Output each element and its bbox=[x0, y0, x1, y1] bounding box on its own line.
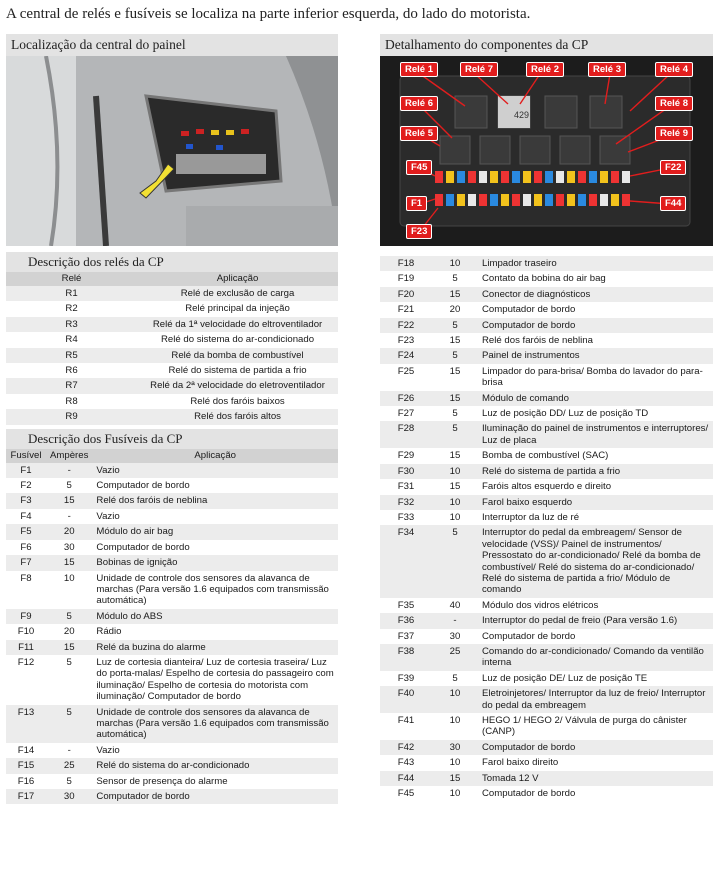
fuse-row-cell: 20 bbox=[46, 624, 92, 639]
fuse-row-cell: Conector de diagnósticos bbox=[478, 287, 713, 302]
fuse-row bbox=[6, 493, 338, 508]
fuse-row-cell: 15 bbox=[432, 391, 478, 406]
fuse-row bbox=[6, 624, 338, 639]
fuse-row-cell: 5 bbox=[432, 348, 478, 363]
fuse-row-cell: F18 bbox=[380, 256, 432, 271]
fuse-row-cell: Vazio bbox=[92, 509, 338, 524]
fuse-row bbox=[380, 613, 713, 628]
fuse-row bbox=[380, 256, 713, 271]
fuse-row-cell: Computador de bordo bbox=[478, 318, 713, 333]
fuse-row-cell: F10 bbox=[6, 624, 46, 639]
relay-row-cell: Relé da bomba de combustível bbox=[137, 348, 338, 363]
relays-table bbox=[6, 272, 338, 425]
fuse-row-cell: F20 bbox=[380, 287, 432, 302]
fuse-row-cell: F12 bbox=[6, 655, 46, 705]
fuse-row-cell: Sensor de presença do alarme bbox=[92, 774, 338, 789]
relays-header-aplicacao: Aplicação bbox=[137, 272, 338, 286]
fuse-row-cell: Computador de bordo bbox=[92, 540, 338, 555]
fuse-row-cell: 15 bbox=[432, 448, 478, 463]
fuse-row bbox=[380, 671, 713, 686]
dashboard-location-illustration bbox=[6, 56, 338, 246]
fuse-row bbox=[380, 755, 713, 770]
relay-row-cell: Relé do sistema do ar-condicionado bbox=[137, 332, 338, 347]
fuse-row-cell: F40 bbox=[380, 686, 432, 713]
fuse-row-cell: Rádio bbox=[92, 624, 338, 639]
fuse-row bbox=[6, 774, 338, 789]
fuse-row-cell: 15 bbox=[432, 333, 478, 348]
fuse-row-cell: 10 bbox=[432, 713, 478, 740]
location-photo bbox=[6, 56, 338, 246]
relay-row bbox=[6, 301, 338, 316]
fuse-row-cell: Vazio bbox=[92, 743, 338, 758]
fuse-row-cell: Tomada 12 V bbox=[478, 771, 713, 786]
fuse-row-cell: 5 bbox=[432, 671, 478, 686]
relay-row-cell: R7 bbox=[6, 378, 137, 393]
fuse-row bbox=[6, 758, 338, 773]
fuse-row-cell: 5 bbox=[432, 318, 478, 333]
fuse-row-cell: Computador de bordo bbox=[92, 478, 338, 493]
label-rele-4: Relé 4 bbox=[655, 62, 693, 77]
fuse-row-cell: F6 bbox=[6, 540, 46, 555]
fuse-row-cell: 20 bbox=[432, 302, 478, 317]
label-f44: F44 bbox=[660, 196, 686, 211]
fuse-row-cell: F44 bbox=[380, 771, 432, 786]
fuse-box-illustration bbox=[380, 56, 713, 246]
fuse-row-cell: Relé do sistema do ar-condicionado bbox=[92, 758, 338, 773]
fuse-row bbox=[380, 391, 713, 406]
fuse-row-cell: 5 bbox=[46, 655, 92, 705]
fuse-row-cell: 5 bbox=[432, 271, 478, 286]
fuse-row-cell: Eletroinjetores/ Interruptor da luz de freio/ Interruptor do pedal da embreagem bbox=[478, 686, 713, 713]
fuse-row-cell: Computador de bordo bbox=[92, 789, 338, 804]
fuse-row bbox=[380, 479, 713, 494]
fuse-row-cell: Faróis altos esquerdo e direito bbox=[478, 479, 713, 494]
relay-row bbox=[6, 378, 338, 393]
relay-row bbox=[6, 332, 338, 347]
fuse-row-cell: 5 bbox=[432, 421, 478, 448]
fuse-row bbox=[6, 478, 338, 493]
fuse-row-cell: F43 bbox=[380, 755, 432, 770]
fuse-row-cell: Contato da bobina do air bag bbox=[478, 271, 713, 286]
relay-row-cell: R9 bbox=[6, 409, 137, 424]
label-f1: F1 bbox=[406, 196, 427, 211]
fuse-row-cell: F39 bbox=[380, 671, 432, 686]
fuse-row bbox=[380, 644, 713, 671]
relay-row-cell: R5 bbox=[6, 348, 137, 363]
fuse-row-cell: 10 bbox=[432, 464, 478, 479]
fuse-row-cell: F1 bbox=[6, 463, 46, 478]
fuse-row-cell: F15 bbox=[6, 758, 46, 773]
fuse-row-cell: F9 bbox=[6, 609, 46, 624]
fuse-row-cell: Unidade de controle dos sensores da alavanca de marchas (Para versão 1.6 equipados com transmissão automática) bbox=[92, 571, 338, 609]
fuse-row-cell: Limpador traseiro bbox=[478, 256, 713, 271]
fuse-row-cell: F41 bbox=[380, 713, 432, 740]
fuse-row-cell: Farol baixo direito bbox=[478, 755, 713, 770]
fuse-row bbox=[380, 713, 713, 740]
label-f22: F22 bbox=[660, 160, 686, 175]
fuse-row bbox=[380, 406, 713, 421]
fuse-row-cell: Bobinas de ignição bbox=[92, 555, 338, 570]
fuse-row bbox=[380, 364, 713, 391]
fuse-row-cell: 5 bbox=[46, 478, 92, 493]
fuse-row-cell: HEGO 1/ HEGO 2/ Válvula de purga do cânister (CANP) bbox=[478, 713, 713, 740]
fuse-row bbox=[6, 609, 338, 624]
fuse-row bbox=[380, 771, 713, 786]
fuse-row-cell: - bbox=[46, 743, 92, 758]
fuse-row-cell: Comando do ar-condicionado/ Comando da ventilão interna bbox=[478, 644, 713, 671]
fuse-row bbox=[380, 333, 713, 348]
fuse-row bbox=[6, 571, 338, 609]
fuse-row-cell: F11 bbox=[6, 640, 46, 655]
fuse-row-cell: 15 bbox=[432, 479, 478, 494]
fuses-header-aplicacao: Aplicação bbox=[92, 449, 338, 463]
fuse-row bbox=[6, 524, 338, 539]
fuse-row-cell: F35 bbox=[380, 598, 432, 613]
fuse-row bbox=[6, 789, 338, 804]
relay-row bbox=[6, 363, 338, 378]
fuse-row-cell: 5 bbox=[46, 705, 92, 743]
fuses-right-table bbox=[380, 256, 713, 801]
fuse-row-cell: Interruptor do pedal de freio (Para versão 1.6) bbox=[478, 613, 713, 628]
label-rele-3: Relé 3 bbox=[588, 62, 626, 77]
relay-number-text: 429 bbox=[514, 110, 530, 120]
fuse-row-cell: Computador de bordo bbox=[478, 629, 713, 644]
label-rele-1: Relé 1 bbox=[400, 62, 438, 77]
page-headline: A central de relés e fusíveis se localiza na parte inferior esquerda, do lado do motorista. bbox=[6, 6, 531, 22]
left-column bbox=[6, 34, 338, 804]
relay-row-cell: R2 bbox=[6, 301, 137, 316]
fuse-row-cell: 15 bbox=[46, 640, 92, 655]
fuse-row-cell: F2 bbox=[6, 478, 46, 493]
fuse-row-cell: 30 bbox=[432, 629, 478, 644]
relays-section-title: Descrição dos relés da CP bbox=[6, 252, 338, 272]
fuse-row bbox=[380, 448, 713, 463]
fuse-row-cell: - bbox=[46, 509, 92, 524]
fuse-row-cell: F7 bbox=[6, 555, 46, 570]
fuse-row-cell: F36 bbox=[380, 613, 432, 628]
fuse-row-cell: F19 bbox=[380, 271, 432, 286]
fuse-row-cell: Relé dos faróis de neblina bbox=[92, 493, 338, 508]
fuse-row-cell: 30 bbox=[46, 789, 92, 804]
relay-row-cell: R8 bbox=[6, 394, 137, 409]
relay-row-cell: R1 bbox=[6, 286, 137, 301]
relay-row-cell: R6 bbox=[6, 363, 137, 378]
fuse-row-cell: Relé da buzina do alarme bbox=[92, 640, 338, 655]
fuse-row-cell: 10 bbox=[432, 510, 478, 525]
fuse-row-cell: 5 bbox=[432, 406, 478, 421]
fuse-row bbox=[6, 540, 338, 555]
fuse-row-cell: 15 bbox=[46, 493, 92, 508]
fuse-row bbox=[6, 555, 338, 570]
fuse-box-photo bbox=[380, 56, 713, 246]
fuse-row-cell: 30 bbox=[432, 740, 478, 755]
fuse-row-cell: 5 bbox=[46, 609, 92, 624]
label-f45: F45 bbox=[406, 160, 432, 175]
fuse-row-cell: - bbox=[432, 613, 478, 628]
fuse-row-cell: F37 bbox=[380, 629, 432, 644]
fuse-row-cell: 10 bbox=[432, 495, 478, 510]
fuse-row-cell: F23 bbox=[380, 333, 432, 348]
fuse-row-cell: F5 bbox=[6, 524, 46, 539]
label-rele-6: Relé 6 bbox=[400, 96, 438, 111]
fuse-row-cell: Módulo dos vidros elétricos bbox=[478, 598, 713, 613]
fuse-row-cell: F4 bbox=[6, 509, 46, 524]
fuse-row bbox=[380, 348, 713, 363]
fuse-row-cell: F30 bbox=[380, 464, 432, 479]
relay-row-cell: Relé da 1ª velocidade do eltroventilador bbox=[137, 317, 338, 332]
relay-row-cell: Relé dos faróis altos bbox=[137, 409, 338, 424]
fuse-row-cell: Relé dos faróis de neblina bbox=[478, 333, 713, 348]
fuse-row-cell: Computador de bordo bbox=[478, 786, 713, 801]
fuse-row-cell: 15 bbox=[432, 364, 478, 391]
fuse-row-cell: F27 bbox=[380, 406, 432, 421]
fuse-row bbox=[6, 743, 338, 758]
fuse-row-cell: 10 bbox=[46, 571, 92, 609]
fuse-row bbox=[6, 509, 338, 524]
relay-row bbox=[6, 286, 338, 301]
fuse-row-cell: 10 bbox=[432, 686, 478, 713]
fuses-header-fusivel: Fusível bbox=[6, 449, 46, 463]
fuse-row-cell: Interruptor do pedal da embreagem/ Sensor de velocidade (VSS)/ Painel de instrumentos/ Pressostato do ar-condicionado/ Relé da bomba de combustível/ Relé do sistema do ar-condicionado/ Relé do sistema de partida a frio/ Módulo de comando bbox=[478, 525, 713, 597]
fuse-row-cell: F29 bbox=[380, 448, 432, 463]
fuses-left-table bbox=[6, 449, 338, 805]
fuse-row-cell: 25 bbox=[46, 758, 92, 773]
fuse-row-cell: F42 bbox=[380, 740, 432, 755]
fuse-row-cell: 15 bbox=[432, 771, 478, 786]
fuse-row-cell: Módulo do air bag bbox=[92, 524, 338, 539]
fuse-row bbox=[380, 464, 713, 479]
relay-row bbox=[6, 317, 338, 332]
label-f23: F23 bbox=[406, 224, 432, 239]
fuse-row bbox=[380, 786, 713, 801]
label-rele-5: Relé 5 bbox=[400, 126, 438, 141]
relay-row bbox=[6, 394, 338, 409]
fuse-row-cell: F14 bbox=[6, 743, 46, 758]
fuse-row-cell: 30 bbox=[46, 540, 92, 555]
fuse-row-cell: 15 bbox=[46, 555, 92, 570]
relay-row-cell: Relé do sistema de partida a frio bbox=[137, 363, 338, 378]
fuse-row-cell: Módulo de comando bbox=[478, 391, 713, 406]
fuse-row-cell: Módulo do ABS bbox=[92, 609, 338, 624]
fuse-row-cell: F3 bbox=[6, 493, 46, 508]
fuse-row-cell: F16 bbox=[6, 774, 46, 789]
relay-row-cell: R4 bbox=[6, 332, 137, 347]
relay-row bbox=[6, 409, 338, 424]
fuse-row-cell: 25 bbox=[432, 644, 478, 671]
fuse-row-cell: Limpador do para-brisa/ Bomba do lavador do para-brisa bbox=[478, 364, 713, 391]
fuse-row-cell: F24 bbox=[380, 348, 432, 363]
fuse-row-cell: F21 bbox=[380, 302, 432, 317]
fuse-row-cell: Luz de cortesia dianteira/ Luz de cortesia traseira/ Luz do porta-malas/ Espelho de cortesia do passageiro com iluminação/ Espelho de cortesia do motorista com iluminação/ Computador de bordo bbox=[92, 655, 338, 705]
fuse-row-cell: F28 bbox=[380, 421, 432, 448]
detail-panel-title: Detalhamento do componentes da CP bbox=[380, 34, 713, 56]
fuse-row-cell: - bbox=[46, 463, 92, 478]
fuse-row-cell: 15 bbox=[432, 287, 478, 302]
fuse-row bbox=[380, 510, 713, 525]
fuse-row bbox=[380, 740, 713, 755]
relay-row-cell: Relé da 2ª velocidade do eletroventilador bbox=[137, 378, 338, 393]
fuse-row-cell: Relé do sistema de partida a frio bbox=[478, 464, 713, 479]
fuse-row-cell: Interruptor da luz de ré bbox=[478, 510, 713, 525]
fuse-row-cell: F13 bbox=[6, 705, 46, 743]
fuse-row-cell: F8 bbox=[6, 571, 46, 609]
fuse-row-cell: 10 bbox=[432, 755, 478, 770]
fuses-section-title: Descrição dos Fusíveis da CP bbox=[6, 429, 338, 449]
fuse-row-cell: Iluminação do painel de instrumentos e interruptores/ Luz de placa bbox=[478, 421, 713, 448]
fuse-row-cell: Bomba de combustível (SAC) bbox=[478, 448, 713, 463]
fuse-row bbox=[6, 705, 338, 743]
fuses-header-amperes: Ampères bbox=[46, 449, 92, 463]
fuse-row-cell: 10 bbox=[432, 786, 478, 801]
fuse-row-cell: 20 bbox=[46, 524, 92, 539]
fuse-row bbox=[380, 525, 713, 597]
fuse-row bbox=[380, 598, 713, 613]
label-rele-7: Relé 7 bbox=[460, 62, 498, 77]
fuse-row-cell: Computador de bordo bbox=[478, 302, 713, 317]
fuse-row-cell: Unidade de controle dos sensores da alavanca de marchas (Para versão 1.6 equipados com transmissão automática) bbox=[92, 705, 338, 743]
fuse-row bbox=[380, 686, 713, 713]
fuse-row-cell: Vazio bbox=[92, 463, 338, 478]
fuse-row bbox=[380, 287, 713, 302]
fuse-row bbox=[6, 463, 338, 478]
fuse-row-cell: F31 bbox=[380, 479, 432, 494]
fuse-row bbox=[380, 318, 713, 333]
label-rele-8: Relé 8 bbox=[655, 96, 693, 111]
fuse-row-cell: F17 bbox=[6, 789, 46, 804]
relays-header-rele: Relé bbox=[6, 272, 137, 286]
relay-row-cell: Relé principal da injeção bbox=[137, 301, 338, 316]
fuse-row-cell: 40 bbox=[432, 598, 478, 613]
label-rele-9: Relé 9 bbox=[655, 126, 693, 141]
fuse-row bbox=[6, 640, 338, 655]
label-rele-2: Relé 2 bbox=[526, 62, 564, 77]
relay-row bbox=[6, 348, 338, 363]
fuse-row-cell: Farol baixo esquerdo bbox=[478, 495, 713, 510]
fuse-row bbox=[380, 495, 713, 510]
fuse-row-cell: 5 bbox=[46, 774, 92, 789]
fuse-row-cell: Luz de posição DE/ Luz de posição TE bbox=[478, 671, 713, 686]
fuse-row-cell: 10 bbox=[432, 256, 478, 271]
fuse-row-cell: F25 bbox=[380, 364, 432, 391]
fuse-row-cell: F32 bbox=[380, 495, 432, 510]
fuse-row-cell: 5 bbox=[432, 525, 478, 597]
fuse-row-cell: F26 bbox=[380, 391, 432, 406]
fuse-row-cell: F45 bbox=[380, 786, 432, 801]
right-column bbox=[380, 34, 713, 801]
fuse-row-cell: Luz de posição DD/ Luz de posição TD bbox=[478, 406, 713, 421]
fuse-row bbox=[380, 421, 713, 448]
fuse-row-cell: Computador de bordo bbox=[478, 740, 713, 755]
relay-row-cell: Relé de exclusão de carga bbox=[137, 286, 338, 301]
fuse-row bbox=[380, 302, 713, 317]
fuse-row-cell: F22 bbox=[380, 318, 432, 333]
fuse-row-cell: F33 bbox=[380, 510, 432, 525]
relay-row-cell: Relé dos faróis baixos bbox=[137, 394, 338, 409]
fuse-row bbox=[380, 629, 713, 644]
location-panel-title: Localização da central do painel bbox=[6, 34, 338, 56]
fuse-row-cell: Painel de instrumentos bbox=[478, 348, 713, 363]
fuse-row bbox=[6, 655, 338, 705]
fuse-row bbox=[380, 271, 713, 286]
relay-row-cell: R3 bbox=[6, 317, 137, 332]
fuse-row-cell: F38 bbox=[380, 644, 432, 671]
fuse-row-cell: F34 bbox=[380, 525, 432, 597]
